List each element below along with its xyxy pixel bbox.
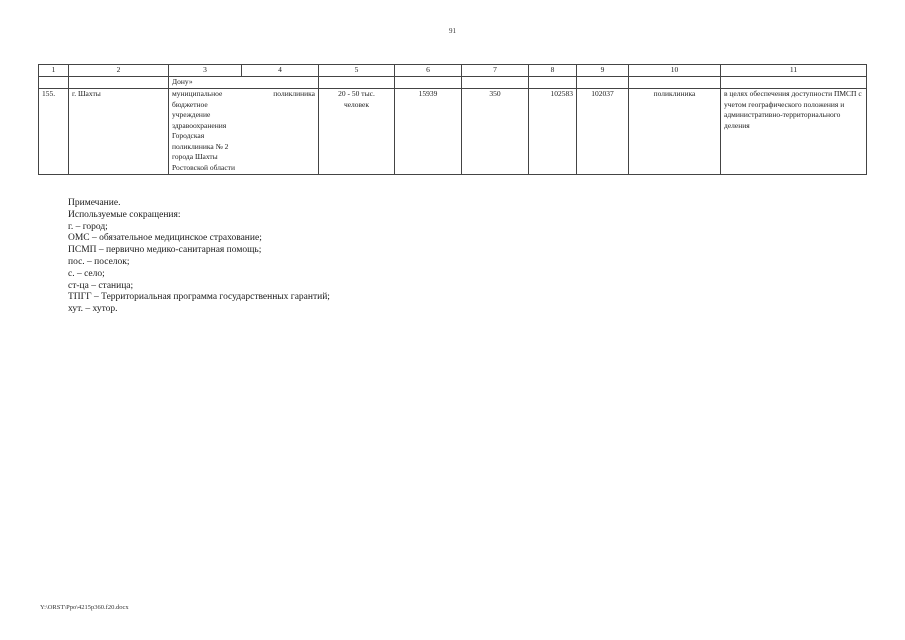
- file-path-footer: Y:\ORST\Ppo\4215p360.f20.docx: [40, 604, 129, 611]
- abbreviation-item: ТПГГ – Территориальная программа государственных гарантий;: [68, 292, 330, 303]
- notes-subtitle: Используемые сокращения:: [68, 209, 181, 220]
- organization-cell: [169, 89, 319, 175]
- column-number-8: 8: [529, 65, 577, 77]
- continuation-row: [39, 77, 867, 89]
- row-number: 155.: [39, 89, 69, 175]
- city-cell: г. Шахты: [69, 89, 169, 175]
- abbreviation-item: г. – город;: [68, 221, 108, 232]
- column-number-11: 11: [721, 65, 867, 77]
- table-header-row: [39, 65, 867, 77]
- value-cell-9: 102037: [577, 89, 629, 175]
- cell: [319, 77, 395, 89]
- cell: [462, 77, 529, 89]
- purpose-cell: в целях обеспечения доступности ПМСП с учетом географического положения и административно-территориального деления: [721, 89, 867, 175]
- column-number-6: 6: [395, 65, 462, 77]
- column-number-5: 5: [319, 65, 395, 77]
- data-table: [38, 64, 867, 175]
- abbreviation-item: с. – село;: [68, 268, 105, 279]
- value-cell-7: 350: [462, 89, 529, 175]
- page-number: 91: [449, 27, 456, 35]
- cell: [721, 77, 867, 89]
- notes-title: Примечание.: [68, 198, 121, 208]
- value-cell-6: 15939: [395, 89, 462, 175]
- notes-section: [68, 198, 330, 316]
- cell: [395, 77, 462, 89]
- facility-type-cell: поликлиника: [629, 89, 721, 175]
- abbreviation-item: хут. – хутор.: [68, 304, 118, 315]
- cell: [529, 77, 577, 89]
- population-cell: 20 - 50 тыс. человек: [319, 89, 395, 175]
- column-number-4: 4: [242, 65, 319, 77]
- cell: [39, 77, 69, 89]
- abbreviation-item: ПСМП – первично медико-санитарная помощь;: [68, 245, 262, 256]
- cell: [69, 77, 169, 89]
- organization-type: поликлиника: [273, 89, 315, 98]
- column-number-10: 10: [629, 65, 721, 77]
- column-number-2: 2: [69, 65, 169, 77]
- table-row: [39, 89, 867, 175]
- abbreviation-item: пос. – поселок;: [68, 256, 130, 267]
- cell: [629, 77, 721, 89]
- value-cell-8: 102583: [529, 89, 577, 175]
- column-number-9: 9: [577, 65, 629, 77]
- abbreviation-item: ст-ца – станица;: [68, 280, 134, 291]
- abbreviation-item: ОМС – обязательное медицинское страхование;: [68, 233, 262, 244]
- column-number-1: 1: [39, 65, 69, 77]
- column-number-7: 7: [462, 65, 529, 77]
- continuation-text: Дону»: [169, 77, 319, 89]
- cell: [577, 77, 629, 89]
- column-number-3: 3: [169, 65, 242, 77]
- organization-name: муниципальное бюджетное учреждение здравоохранения Городская поликлиника № 2 города Шахты Ростовской области: [172, 89, 235, 172]
